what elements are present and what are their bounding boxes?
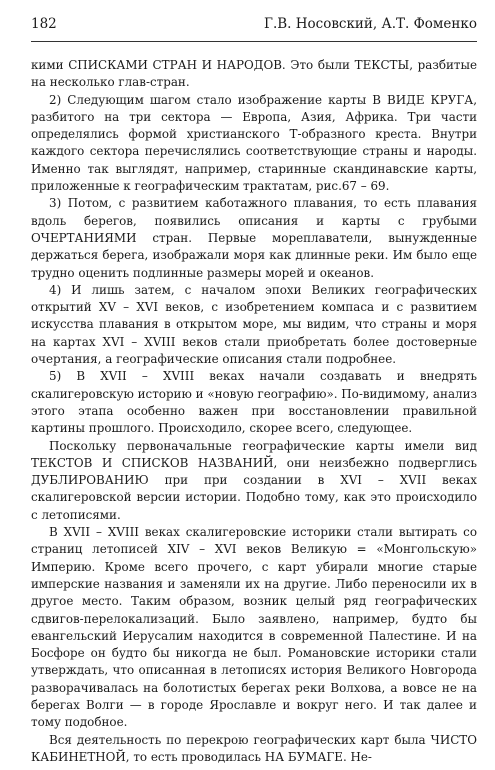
paragraph-continuation: кими СПИСКАМИ СТРАН И НАРОДОВ. Это были ТЕКСТЫ, разбитые на несколько глав-стран.: [31, 58, 477, 90]
paragraph: 5) В XVII – XVIII веках начали создавать и внедрять скалигеровскую историю и «новую географию». По-видимому, анализ этого этапа особенно важен при восстановлении правильной картины прошлого. Происходило, скорее всего, следующее.: [31, 369, 477, 436]
text-body: [31, 57, 477, 766]
header-authors: Г.В. Носовский, А.Т. Фоменко: [264, 16, 477, 32]
paragraph: Поскольку первоначальные географические карты имели вид ТЕКСТОВ И СПИСКОВ НАЗВАНИЙ, они неизбежно подверглись ДУБЛИРОВАНИЮ при при создании в XVI – XVII веках скалигеровской версии истории. Подобно тому, как это происходило с летописями.: [31, 438, 477, 522]
paragraph: 2) Следующим шагом стало изображение карты В ВИДЕ КРУГА, разбитого на три сектора — Европа, Азия, Африка. Три части определялись формой христианского Т-образного креста. Внутри каждого сектора перечислялись соответствующие страны и народы. Именно так выглядят, например, старинные скандинавские карты, приложенные к географическим трактатам, рис.67 – 69.: [31, 92, 477, 194]
paragraph: В XVII – XVIII веках скалигеровские историки стали вытирать со страниц летописей XIV – XVI веков Великую = «Монгольскую» Империю. Кроме всего прочего, с карт убирали многие старые имперские названия и заменяли их на другие. Либо переносили их в другое место. Таким образом, возник целый ряд географических сдвигов-перелокализаций. Было заявлено, например, будто бы евангельский Иерусалим находится в современной Палестине. И на Босфоре он будто бы никогда не был. Романовские историки стали утверждать, что описанная в летописях история Великого Новгорода разворачивалась на болотистых берегах реки Волхова, а вовсе не на берегах Волги — в городе Ярославле и вокруг него. И так далее и тому подобное.: [31, 525, 477, 730]
running-header: [31, 16, 477, 42]
paragraph: Вся деятельность по перекрою географических карт была ЧИСТО КАБИНЕТНОЙ, то есть проводилась НА БУМАГЕ. Не-: [31, 732, 477, 764]
paragraph: 3) Потом, с развитием каботажного плавания, то есть плавания вдоль берегов, появились описания и карты с грубыми ОЧЕРТАНИЯМИ стран. Первые мореплаватели, вынужденные держаться берега, изображали моря как длинные реки. Им было еще трудно оценить подлинные размеры морей и океанов.: [31, 196, 477, 280]
page-number: 182: [31, 16, 57, 32]
paragraph: 4) И лишь затем, с началом эпохи Великих географических открытий XV – XVI веков, с изобретением компаса и с развитием искусства плавания в открытом море, мы видим, что страны и моря на картах XVI – XVIII веков стали приобретать более достоверные очертания, а географические описания стали подробнее.: [31, 282, 477, 367]
